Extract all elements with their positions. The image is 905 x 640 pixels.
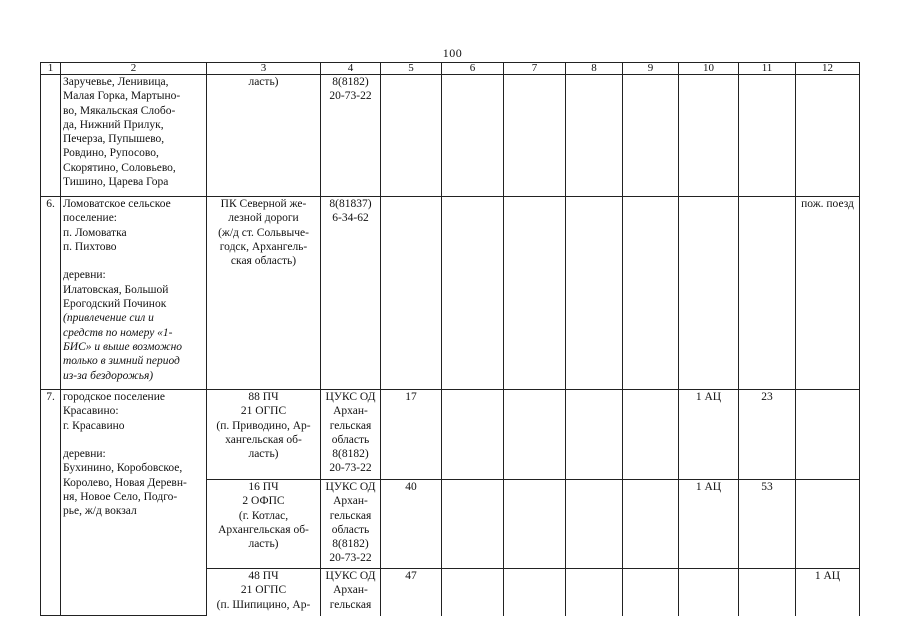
- unit-line: 2 ОФПС: [242, 495, 285, 508]
- settlement-cell: [61, 197, 207, 390]
- settlement-line: Илатовская, Большой: [63, 283, 169, 296]
- page-number: 100: [442, 46, 463, 60]
- header-cell: 10: [679, 63, 739, 75]
- settlement-blank-line: [63, 433, 204, 447]
- col10-cell: 1 АЦ: [679, 480, 739, 569]
- contact-line: 20-73-22: [329, 90, 372, 103]
- unit-line: ская область): [230, 255, 297, 268]
- table-row: [41, 75, 860, 197]
- col5-cell: 40: [381, 480, 442, 569]
- settlement-line: Ерогодский Починок: [63, 298, 167, 311]
- col5-cell: 47: [381, 569, 442, 616]
- empty-cell: [623, 480, 679, 569]
- unit-cell: [207, 480, 321, 569]
- unit-line: 88 ПЧ: [248, 391, 279, 403]
- settlement-line: поселение:: [63, 212, 117, 225]
- empty-cell: [623, 197, 679, 390]
- unit-line: 21 ОГПС: [240, 405, 287, 418]
- header-cell: 2: [61, 63, 207, 75]
- row-number: [41, 75, 61, 197]
- empty-cell: [504, 480, 566, 569]
- unit-cell: [207, 197, 321, 390]
- contact-line: Архан-: [333, 495, 368, 508]
- unit-line: ласть): [248, 76, 279, 88]
- settlement-line: Печерза, Пупышево,: [63, 133, 165, 146]
- col12-cell: [796, 390, 860, 480]
- empty-cell: [504, 569, 566, 616]
- table-row: [41, 197, 860, 390]
- col10-cell: [679, 569, 739, 616]
- col11-cell: [739, 569, 796, 616]
- settlement-line: Бухинино, Коробовское,: [63, 462, 183, 475]
- settlement-cell: [61, 390, 207, 616]
- col5-cell: [381, 75, 442, 197]
- col10-cell: 1 АЦ: [679, 390, 739, 480]
- empty-cell: [566, 480, 623, 569]
- contact-line: 8(81837): [329, 198, 372, 210]
- settlement-line: рье, ж/д вокзал: [63, 505, 137, 518]
- empty-cell: [442, 569, 504, 616]
- row-number: 7.: [41, 390, 61, 616]
- header-cell: 6: [442, 63, 504, 75]
- settlement-line: Ломоватское сельское: [63, 198, 171, 210]
- empty-cell: [504, 390, 566, 480]
- contact-cell: [321, 480, 381, 569]
- col12-cell: [796, 480, 860, 569]
- unit-line: 16 ПЧ: [248, 481, 279, 493]
- empty-cell: [442, 197, 504, 390]
- empty-cell: [566, 197, 623, 390]
- unit-line: ПК Северной же-: [220, 198, 307, 210]
- unit-line: (ж/д ст. Сольвыче-: [218, 226, 309, 239]
- col10-cell: [679, 197, 739, 390]
- unit-cell: [207, 569, 321, 616]
- empty-cell: [442, 480, 504, 569]
- unit-line: (п. Приводино, Ар-: [216, 419, 311, 432]
- header-cell: 4: [321, 63, 381, 75]
- settlement-line: Малая Горка, Мартыно-: [63, 90, 181, 103]
- contact-cell: [321, 390, 381, 480]
- settlement-blank-line: [63, 254, 204, 268]
- contact-line: 8(8182): [332, 448, 369, 461]
- unit-line: годск, Архангель-: [219, 240, 308, 253]
- settlement-line: г. Красавино: [63, 419, 125, 432]
- header-row: [41, 63, 860, 75]
- empty-cell: [442, 75, 504, 197]
- settlement-note-line: из-за бездорожья): [63, 369, 154, 382]
- col11-cell: 53: [739, 480, 796, 569]
- unit-line: 21 ОГПС: [240, 584, 287, 597]
- empty-cell: [442, 390, 504, 480]
- contact-line: гельская: [329, 598, 372, 611]
- settlement-line: ня, Новое Село, Подго-: [63, 491, 178, 504]
- settlement-note-line: (привлечение сил и: [63, 312, 154, 325]
- fire-response-table: [40, 62, 860, 616]
- row-number: 6.: [41, 197, 61, 390]
- col5-cell: 17: [381, 390, 442, 480]
- settlement-line: Ровдино, Рупосово,: [63, 147, 159, 160]
- empty-cell: [566, 75, 623, 197]
- header-cell: 5: [381, 63, 442, 75]
- col12-cell: 1 АЦ: [796, 569, 860, 616]
- contact-line: Архан-: [333, 405, 368, 418]
- unit-line: Архангельская об-: [218, 523, 309, 536]
- unit-cell: [207, 75, 321, 197]
- contact-line: область: [331, 433, 370, 446]
- settlement-note-line: БИС» и выше возможно: [63, 340, 183, 353]
- settlement-line: Красавино:: [63, 405, 119, 418]
- col5-cell: [381, 197, 442, 390]
- unit-line: (г. Котлас,: [238, 509, 289, 522]
- contact-line: 8(8182): [332, 76, 369, 88]
- settlement-line: деревни:: [63, 269, 106, 282]
- settlement-line: п. Пихтово: [63, 240, 117, 253]
- empty-cell: [623, 569, 679, 616]
- col10-cell: [679, 75, 739, 197]
- contact-line: ЦУКС ОД: [325, 481, 376, 493]
- contact-line: 6-34-62: [332, 212, 369, 225]
- unit-line: хангельская об-: [225, 433, 302, 446]
- settlement-line: да, Нижний Прилук,: [63, 118, 164, 131]
- header-cell: 3: [207, 63, 321, 75]
- empty-cell: [623, 75, 679, 197]
- settlement-line: п. Ломоватка: [63, 226, 127, 239]
- contact-line: гельская: [329, 419, 372, 432]
- contact-line: ЦУКС ОД: [325, 391, 376, 403]
- unit-line: лезной дороги: [228, 212, 299, 225]
- contact-cell: [321, 197, 381, 390]
- unit-line: 48 ПЧ: [248, 570, 279, 582]
- empty-cell: [504, 197, 566, 390]
- contact-cell: [321, 569, 381, 616]
- unit-line: ласть): [248, 448, 279, 461]
- empty-cell: [504, 75, 566, 197]
- contact-line: ЦУКС ОД: [325, 570, 376, 582]
- header-cell: 11: [739, 63, 796, 75]
- contact-line: 20-73-22: [329, 552, 372, 565]
- header-cell: 8: [566, 63, 623, 75]
- contact-cell: [321, 75, 381, 197]
- contact-line: область: [331, 523, 370, 536]
- settlement-cell: [61, 75, 207, 197]
- contact-line: 8(8182): [332, 538, 369, 551]
- empty-cell: [566, 569, 623, 616]
- contact-line: Архан-: [333, 584, 368, 597]
- col12-cell: пож. поезд: [796, 197, 860, 390]
- settlement-line: деревни:: [63, 448, 106, 461]
- header-cell: 9: [623, 63, 679, 75]
- settlement-note-line: средств по номеру «1-: [63, 326, 173, 339]
- contact-line: 20-73-22: [329, 462, 372, 475]
- empty-cell: [566, 390, 623, 480]
- settlement-line: Скорятино, Соловьево,: [63, 161, 176, 174]
- table-row: [41, 390, 860, 480]
- settlement-line: Королево, Новая Деревн-: [63, 476, 187, 489]
- col12-cell: [796, 75, 860, 197]
- unit-line: (п. Шипицино, Ар-: [216, 598, 311, 611]
- empty-cell: [623, 390, 679, 480]
- settlement-line: во, Мякальская Слобо-: [63, 104, 176, 117]
- header-cell: 1: [41, 63, 61, 75]
- header-cell: 7: [504, 63, 566, 75]
- settlement-line: Тишино, Царева Гора: [63, 176, 169, 189]
- col11-cell: 23: [739, 390, 796, 480]
- col11-cell: [739, 75, 796, 197]
- settlement-line: городское поселение: [63, 391, 165, 403]
- contact-line: гельская: [329, 509, 372, 522]
- settlement-note-line: только в зимний период: [63, 355, 180, 368]
- col11-cell: [739, 197, 796, 390]
- unit-line: ласть): [248, 538, 279, 551]
- settlement-line: Заручевье, Ленивица,: [63, 76, 169, 88]
- unit-cell: [207, 390, 321, 480]
- header-cell: 12: [796, 63, 860, 75]
